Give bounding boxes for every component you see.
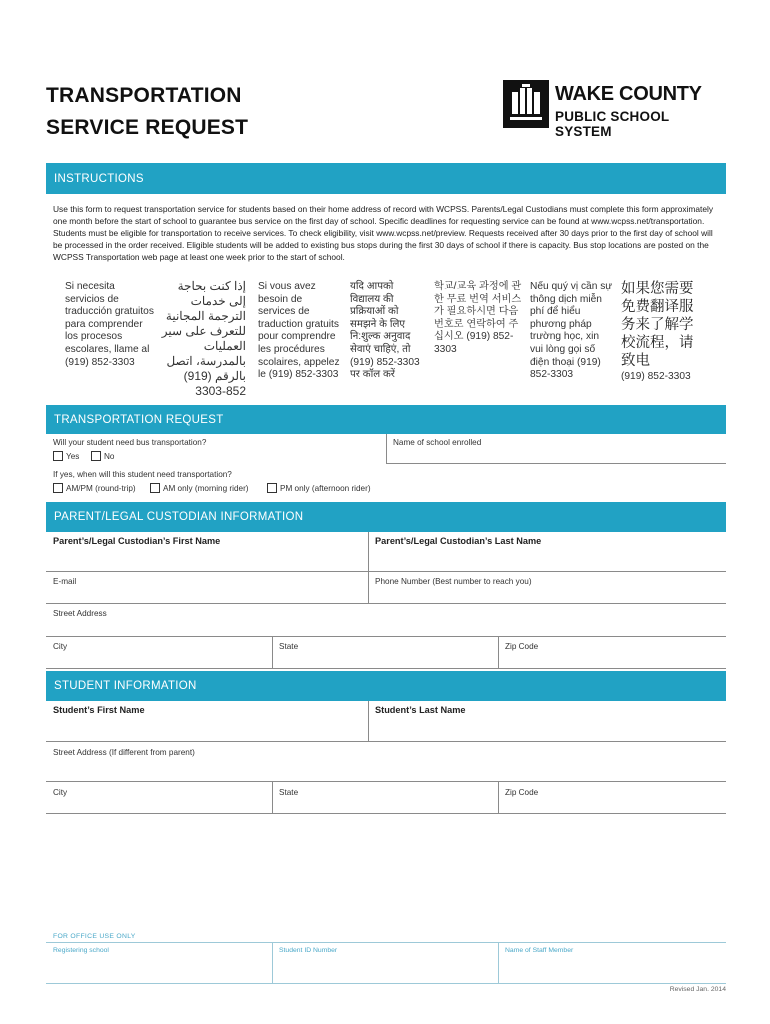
student-state-field[interactable] [272, 782, 498, 814]
parent-city-field[interactable] [46, 637, 272, 669]
title-line-1: TRANSPORTATION [46, 84, 242, 107]
chinese-notice [621, 280, 697, 383]
student-first-name-label: Student’s First Name [53, 705, 145, 715]
logo-wordmark-top: WAKE COUNTY [555, 83, 702, 105]
student-zip-field[interactable] [498, 782, 726, 814]
parent-street-field[interactable] [46, 604, 726, 637]
school-enrolled-label: Name of school enrolled [393, 438, 482, 447]
am-only-label: AM only (morning rider) [163, 484, 249, 493]
parent-state-label: State [279, 642, 299, 651]
office-divider-1 [272, 942, 273, 984]
student-state-label: State [279, 788, 299, 797]
logo-wordmark-bottom: PUBLIC SCHOOL SYSTEM [555, 109, 670, 139]
parent-street-label: Street Address [53, 609, 107, 618]
yes-checkbox[interactable] [53, 451, 63, 461]
yes-label: Yes [66, 452, 80, 461]
email-field[interactable] [46, 572, 368, 604]
office-divider-2 [498, 942, 499, 984]
instructions-text: Use this form to request transportation service for students based on their home address of record with WCPSS. Parents/Legal Custodians must complete this form approximately one month before the start of school to guarantee bus service on the first day of school. Specific deadlines for requesting service can be found at www.wcpss.net/transportation. Students must be eligible for transportation to receive services. To check eligibility, visit www.wcpss.net/preview. Requests received after 30 days prior to the first day of school will be processed in the order received. Eligible students will be added to existing bus stops during the first 30 days of school if there is capacity. Bus stop locations are posted on the WCPSS Transportation web page at least one week prior to the start of school. [53, 204, 714, 262]
spanish-notice: Si necesita servicios de traducción gratuitos para comprender los procesos escolares, llame al (919) 852-3303 [65, 281, 154, 368]
chinese-notice-text: 如果您需要免费翻译服务来了解学校流程，请致电 [621, 281, 694, 369]
office-use-box [46, 942, 726, 984]
parent-first-name-label: Parent’s/Legal Custodian’s First Name [53, 536, 221, 546]
instructions-header: INSTRUCTIONS [46, 163, 726, 194]
email-label: E-mail [53, 577, 77, 586]
office-use-heading: FOR OFFICE USE ONLY [53, 933, 136, 940]
student-id-label: Student ID Number [279, 947, 338, 954]
student-zip-label: Zip Code [505, 788, 539, 797]
french-notice: Si vous avez besoin de services de traduction gratuits pour comprendre les procédures scolaires, appelez le (919) 852-3303 [258, 281, 340, 381]
student-city-field[interactable] [46, 782, 272, 814]
chinese-notice-phone: (919) 852-3303 [621, 371, 691, 382]
hindi-notice: यदि आपको विद्यालय की प्रक्रियाओं को समझने के लिए नि:शुल्क अनुवाद सेवाएं चाहिएं, तो (919) 852-3303 पर कॉल करें [350, 281, 420, 381]
am-only-checkbox[interactable] [150, 483, 160, 493]
when-need-question: If yes, when will this student need transportation? [53, 470, 232, 479]
parent-zip-label: Zip Code [505, 642, 539, 651]
staff-member-label: Name of Staff Member [505, 947, 574, 954]
student-street-label: Street Address (If different from parent) [53, 748, 195, 757]
vietnamese-notice: Nếu quý vị cần sự thông dịch miễn phí để hiểu phương pháp trường học, xin vui lòng gọi số điện thoại (919) 852-3303 [530, 281, 613, 381]
parent-city-label: City [53, 642, 68, 651]
parent-state-field[interactable] [272, 637, 498, 669]
student-info-header: STUDENT INFORMATION [46, 671, 726, 701]
parent-last-name-label: Parent’s/Legal Custodian’s Last Name [375, 536, 542, 546]
am-pm-checkbox[interactable] [53, 483, 63, 493]
phone-label: Phone Number (Best number to reach you) [375, 577, 532, 586]
am-pm-label: AM/PM (round-trip) [66, 484, 136, 493]
student-city-label: City [53, 788, 68, 797]
title-line-2: SERVICE REQUEST [46, 116, 249, 139]
logo-building-icon [503, 80, 549, 128]
pm-only-checkbox[interactable] [267, 483, 277, 493]
registering-school-label: Registering school [53, 947, 109, 954]
form-title [46, 80, 248, 144]
korean-notice: 학교/교육 과정에 관한 무료 번역 서비스가 필요하시면 다음 번호로 연락하여 주십시오 (919) 852-3303 [434, 281, 522, 355]
transportation-request-header: TRANSPORTATION REQUEST [46, 405, 726, 434]
arabic-notice: إذا كنت بحاجة إلى خدمات الترجمة المجانية للتعرف على سير العمليات بالمدرسة، اتصل بالرقم (919) 852-3303 [161, 279, 246, 398]
no-label: No [104, 452, 115, 461]
student-last-name-label: Student’s Last Name [375, 705, 466, 715]
no-checkbox[interactable] [91, 451, 101, 461]
pm-only-label: PM only (afternoon rider) [280, 484, 371, 493]
bus-need-question: Will your student need bus transportation? [53, 438, 207, 447]
revised-date: Revised Jan. 2014 [669, 986, 726, 993]
parent-info-header: PARENT/LEGAL CUSTODIAN INFORMATION [46, 502, 726, 532]
wcpss-logo [503, 80, 721, 139]
